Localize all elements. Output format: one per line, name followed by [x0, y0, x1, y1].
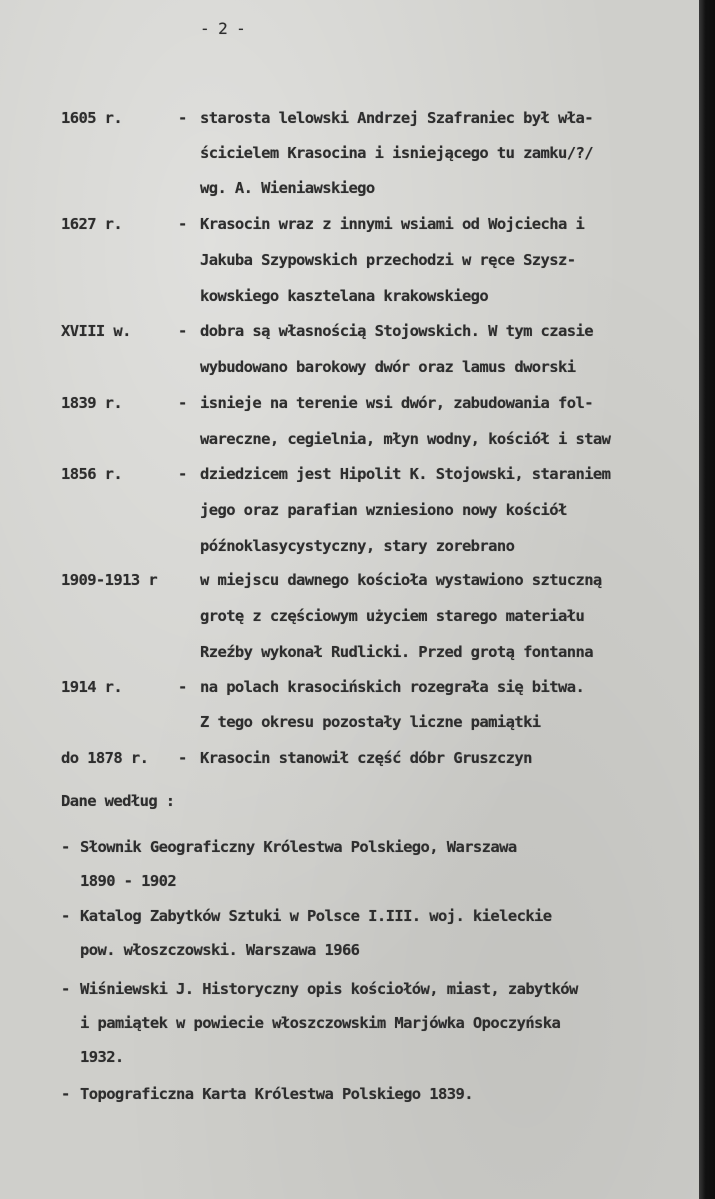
entry-text-line: wg. A. Wieniawskiego [200, 179, 375, 197]
scan-dark-edge [699, 0, 715, 1199]
entry-text-line: kowskiego kasztelana krakowskiego [200, 287, 489, 305]
page-number: - 2 - [200, 19, 246, 38]
entry-dash: - [178, 109, 187, 127]
entry-dash: - [178, 394, 187, 412]
entry-text-line: Krasocin stanowił część dóbr Gruszczyn [200, 749, 532, 767]
entry-text-line: wareczne, cegielnia, młyn wodny, kościół i staw [200, 430, 611, 448]
entry-date: 1605 r. [61, 109, 123, 127]
entry-dash: - [178, 678, 187, 696]
entry-dash: - [178, 322, 187, 340]
entry-date: 1914 r. [61, 678, 123, 696]
source-text-line: i pamiątek w powiecie włoszczowskim Marjówka Opoczyńska [80, 1014, 561, 1032]
entry-text-line: Jakuba Szypowskich przechodzi w ręce Szysz- [200, 251, 576, 269]
entry-date: XVIII w. [61, 322, 131, 340]
entry-dash: - [178, 215, 187, 233]
entry-text-line: isnieje na terenie wsi dwór, zabudowania fol- [200, 394, 593, 412]
source-dash: - [61, 907, 70, 925]
source-dash: - [61, 1085, 70, 1103]
entry-text-line: ścicielem Krasocina i isniejącego tu zamku/?/ [200, 144, 593, 162]
entry-date: 1856 r. [61, 465, 123, 483]
entry-text-line: dziedzicem jest Hipolit K. Stojowski, staraniem [200, 465, 611, 483]
entry-text-line: dobra są własnością Stojowskich. W tym czasie [200, 322, 593, 340]
source-text-line: Słownik Geograficzny Królestwa Polskiego, Warszawa [80, 838, 517, 856]
entry-text-line: na polach krasocińskich rozegrała się bitwa. [200, 678, 585, 696]
entry-text-line: jego oraz parafian wzniesiono nowy kościół [200, 501, 567, 519]
entry-date: 1909-1913 r [61, 571, 158, 589]
entry-text-line: Krasocin wraz z innymi wsiami od Wojciecha i [200, 215, 585, 233]
entry-date: 1839 r. [61, 394, 123, 412]
entry-text-line: w miejscu dawnego kościoła wystawiono sztuczną [200, 571, 602, 589]
entry-text-line: wybudowano barokowy dwór oraz lamus dworski [200, 358, 576, 376]
entry-text-line: późnoklasycystyczny, stary zorebrano [200, 537, 515, 555]
entry-date: 1627 r. [61, 215, 123, 233]
source-text-line: Topograficzna Karta Królestwa Polskiego 1839. [80, 1085, 473, 1103]
source-text-line: pow. włoszczowski. Warszawa 1966 [80, 941, 360, 959]
source-text-line: 1890 - 1902 [80, 872, 177, 890]
entry-text-line: Z tego okresu pozostały liczne pamiątki [200, 713, 541, 731]
sources-heading: Dane według : [61, 792, 175, 810]
entry-dash: - [178, 749, 187, 767]
entry-dash: - [178, 465, 187, 483]
source-text-line: Katalog Zabytków Sztuki w Polsce I.III. woj. kieleckie [80, 907, 552, 925]
entry-date: do 1878 r. [61, 749, 149, 767]
source-dash: - [61, 838, 70, 856]
entry-text-line: grotę z częściowym użyciem starego materiału [200, 607, 585, 625]
source-text-line: 1932. [80, 1048, 124, 1066]
entry-text-line: starosta lelowski Andrzej Szafraniec był wła- [200, 109, 593, 127]
entry-text-line: Rzeźby wykonał Rudlicki. Przed grotą fontanna [200, 643, 593, 661]
source-dash: - [61, 980, 70, 998]
source-text-line: Wiśniewski J. Historyczny opis kościołów, miast, zabytków [80, 980, 578, 998]
